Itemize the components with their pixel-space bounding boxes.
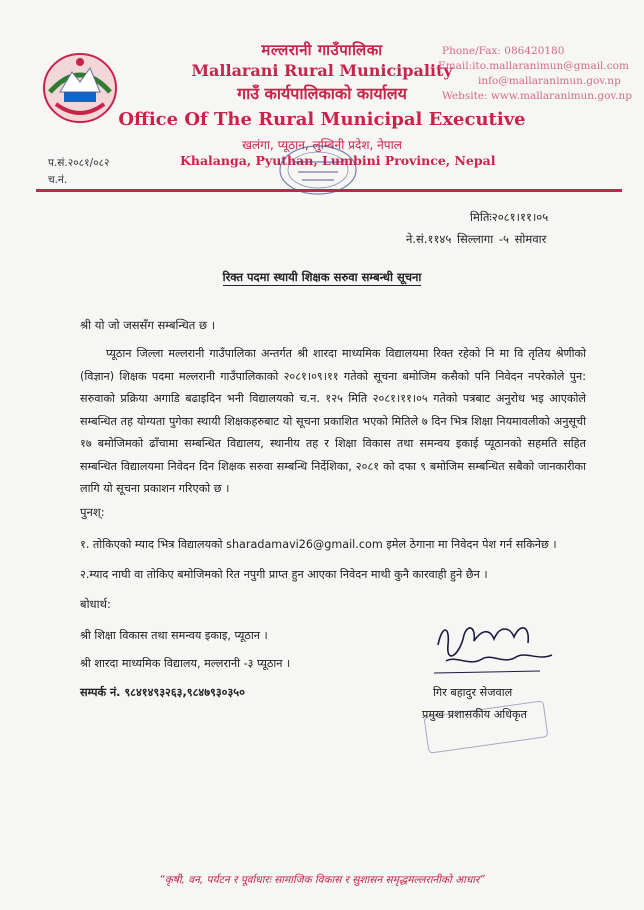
notice-body [80,343,586,501]
signatory-title: प्रमुख प्रशासकीय अधिकृत [422,708,528,721]
cc-item-1: श्री शिक्षा विकास तथा समन्वय इकाइ, प्यूठान । [80,629,268,642]
cc-item-2: श्री शारदा माध्यमिक विद्यालय, मल्लरानी -३ प्यूठान । [80,657,291,670]
notice-subject [0,270,644,285]
cc-heading: बोधार्थ: [80,597,111,611]
office-name-nepali: गाउँ कार्यपालिकाको कार्यालय [237,84,407,103]
letter-date: मितिः२०८१।११।०५ [470,210,549,224]
handwritten-signature [430,615,570,685]
reference-block [48,155,110,189]
address-nepali: खलंगा, प्यूठान, लुम्बिनी प्रदेश, नेपाल [242,138,402,152]
nepal-sambat-date: ने.सं.११४५ सिल्लागा -५ सोमवार [406,232,547,246]
postscript-item-2: २.म्याद नाघी वा तोकिए बमोजिमको रित नपुगी प्राप्त हुन आएका निवेदन माथी कुनै कारवाही हुने छैन । [80,568,488,581]
contact-numbers: सम्पर्क नं. ९८४१४९३२६३,९८४७९३०३५० [80,686,245,699]
notice-body-text: प्यूठान जिल्ला मल्लरानी गाउँपालिका अन्तर्गत श्री शारदा माध्यमिक विद्यालयमा रिक्त रहेको नि मा वि तृतिय श्रेणीको (विज्ञान) शिक्षक पदमा मल्लरानी गाउँपालिकाको २०८१।०९।११ गतेको सूचना बमोजिम कसैको पनि निवेदन नपरेकोले पुन: सरुवाको प्रक्रिया अगाडि बढाइदिन भनी विद्यालयको च.न. १२५ मिति २०८१।११।०५ गतेको पत्रबाट अनुरोध भइ आएकोले सम्बन्धित तह योग्यता पुगेका स्थायी शिक्षकहरुबाट यो सूचना प्रकाशित भएको मितिले ७ दिन भित्र शिक्षा नियमावलीको अनुसूची १७ बमोजिमको ढाँचामा सम्बन्धित विद्यालय, स्थानीय तह र शिक्षा विकास तथा समन्वय इकाई प्यूठानको सहमति सहित सम्बन्धित विद्यालयमा निवेदन दिन शिक्षक सरुवा सम्बन्धि निर्देशिका, २०८१ को दफा ९ बमोजिम सम्बन्धित सबैको जानकारीका लागि यो सूचना प्रकाशन गरिएको छ । [80,347,586,495]
notice-subject-text: रिक्त पदमा स्थायी शिक्षक सरुवा सम्बन्धी सूचना [222,270,422,284]
reference-number: प.सं.२०८१/०८२ [48,157,110,169]
municipality-name-english: Mallarani Rural Municipality [191,61,453,80]
email-primary: Email:ito.mallaranimun@gmail.com [438,60,629,72]
salutation: श्री यो जो जससँग सम्बन्धित छ । [80,318,216,332]
postscript-item-1: १. तोकिएको म्याद भित्र विद्यालयको sharadamavi26@gmail.com इमेल ठेगाना मा निवेदन पेश गर्न सकिनेछ । [80,538,557,551]
phone-fax: Phone/Fax: 086420180 [442,45,565,57]
footer-slogan: “कृषी, वन, पर्यटन र पूर्वाधारः सामाजिक विकास र सुशासन समृद्धमल्लरानीको आधार” [159,874,485,886]
dispatch-number: च.नं. [48,174,68,186]
municipality-name-nepali: मल्लरानी गाउँपालिका [261,41,383,59]
office-name-english: Office Of The Rural Municipal Executive [118,109,526,130]
office-seal-stamp [268,140,368,196]
header-divider [36,189,622,192]
postscript-heading: पुनश्: [80,505,105,519]
contact-block [438,44,632,104]
address-english: Khalanga, Pyuthan, Lumbini Province, Nepal [180,153,496,168]
signatory-name: गिर बहादुर सेजवाल [433,686,513,699]
website: Website: www.mallaranimun.gov.np [442,90,632,102]
email-secondary: info@mallaranimun.gov.np [478,75,621,87]
signatory-stamp [420,695,580,755]
